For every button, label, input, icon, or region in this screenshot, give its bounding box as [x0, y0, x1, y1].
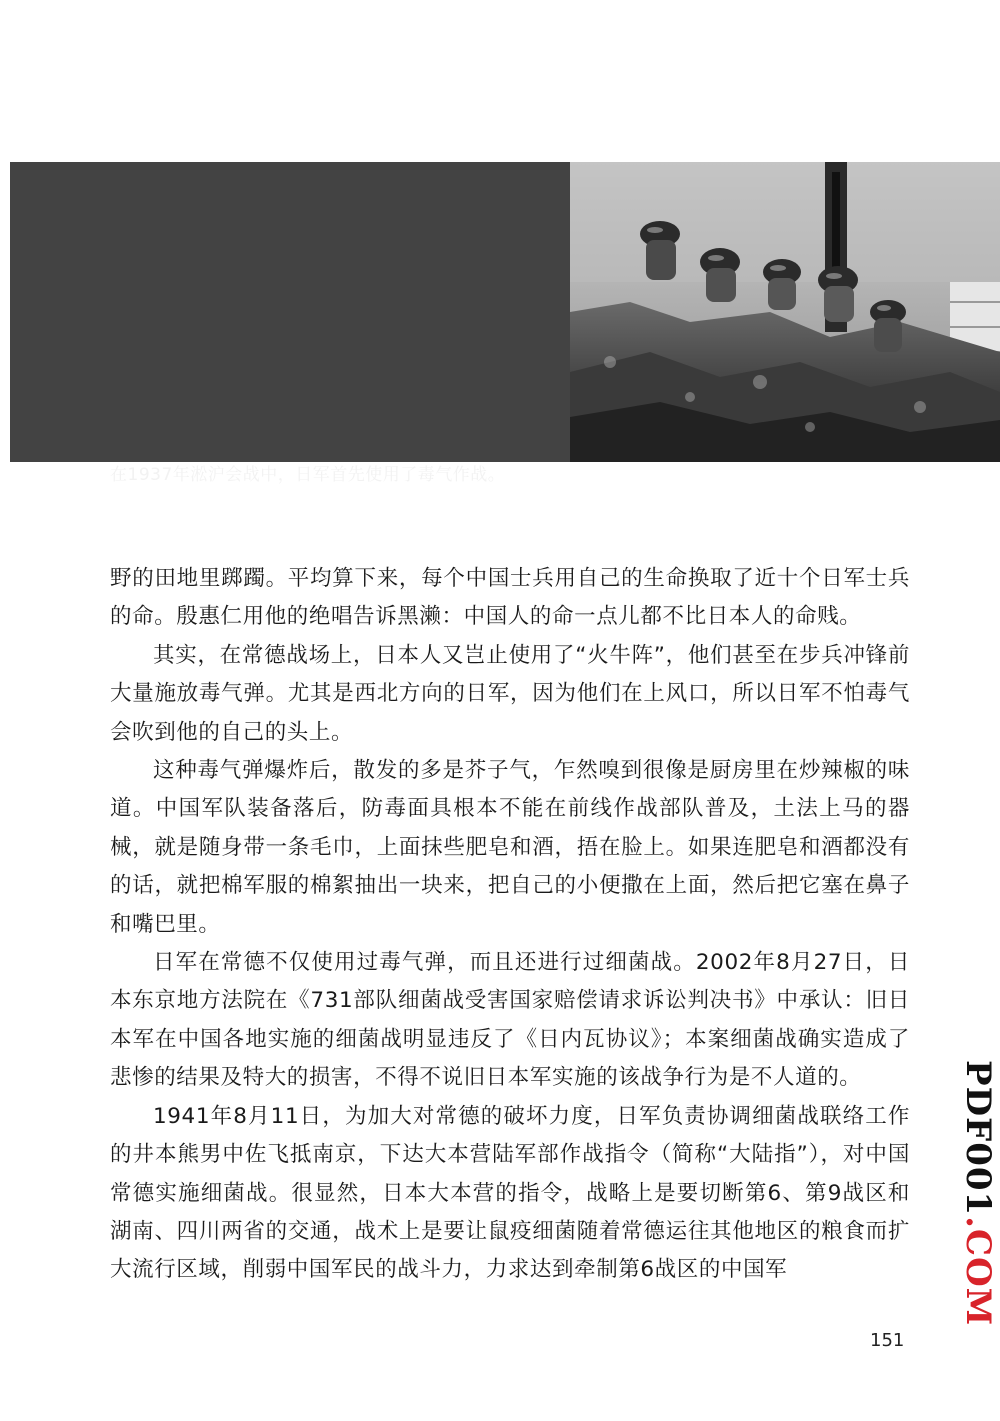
page-number: 151: [870, 1330, 905, 1351]
war-photo: [570, 162, 1000, 462]
paragraph-2: 其实，在常德战场上，日本人又岂止使用了“火牛阵”，他们甚至在步兵冲锋前大量施放毒气弹。尤其是西北方向的日军，因为他们在上风口，所以日军不怕毒气会吹到他的自己的头上。: [110, 642, 910, 745]
paragraph-5: 1941年8月11日，为加大对常德的破坏力度，日军负责协调细菌战联络工作的井本熊男中佐飞抵南京，下达大本营陆军部作战指令（简称“大陆指”），对中国常德实施细菌战。很显然，日本大本营的指令，战略上是要切断第6、第9战区和湖南、四川两省的交通，战术上是要让鼠疫细菌随着常德运往其他地区的粮食而扩大流行区域，削弱中国军民的战斗力，力求达到牵制第6战区的中国军: [110, 1103, 910, 1283]
body-text: [110, 560, 910, 1290]
photo-caption: 在1937年淞沪会战中，日军首先使用了毒气作战。: [110, 465, 506, 485]
watermark: [958, 1060, 998, 1326]
photo-banner: [10, 162, 1000, 485]
watermark-text: PDF001: [958, 1060, 998, 1217]
watermark-suffix: .COM: [958, 1216, 998, 1327]
paragraph-1: 野的田地里踯躅。平均算下来，每个中国士兵用自己的生命换取了近十个日军士兵的命。殷惠仁用他的绝唱告诉黑濑：中国人的命一点儿都不比日本人的命贱。: [110, 566, 910, 630]
paragraph-4: 日军在常德不仅使用过毒气弹，而且还进行过细菌战。2002年8月27日，日本东京地方法院在《731部队细菌战受害国家赔偿请求诉讼判决书》中承认：旧日本军在中国各地实施的细菌战明显违反了《日内瓦协议》；本案细菌战确实造成了悲惨的结果及特大的损害，不得不说旧日本军实施的该战争行为是不人道的。: [110, 950, 910, 1091]
paragraph-3: 这种毒气弹爆炸后，散发的多是芥子气，乍然嗅到很像是厨房里在炒辣椒的味道。中国军队装备落后，防毒面具根本不能在前线作战部队普及，土法上马的器械，就是随身带一条毛巾，上面抹些肥皂和酒，捂在脸上。如果连肥皂和酒都没有的话，就把棉军服的棉絮抽出一块来，把自己的小便撒在上面，然后把它塞在鼻子和嘴巴里。: [110, 758, 910, 937]
